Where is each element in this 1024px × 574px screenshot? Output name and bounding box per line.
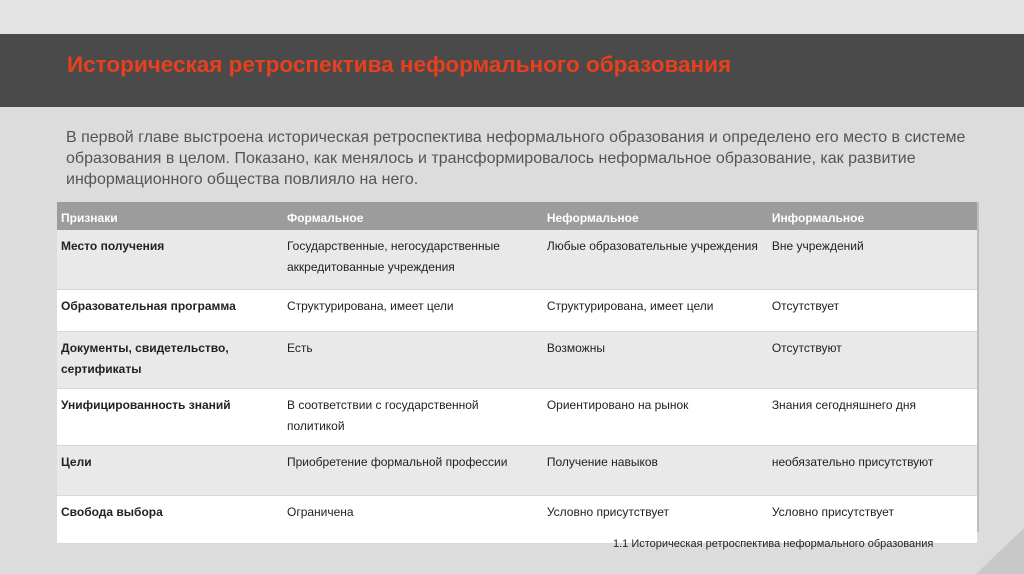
table-cell: Отсутствуют xyxy=(768,331,977,388)
table-row xyxy=(57,445,977,495)
table-row xyxy=(57,495,977,543)
comparison-table xyxy=(57,202,977,544)
row-label: Свобода выбора xyxy=(57,495,283,543)
intro-paragraph: В первой главе выстроена историческая ретроспектива неформального образования и определено его место в системе образования в целом. Показано, как менялось и трансформировалось неформальное образование, как развитие информационного общества повлияло на него. xyxy=(66,129,966,188)
table-header-row xyxy=(57,202,977,230)
row-label: Документы, свидетельство, сертификаты xyxy=(57,331,283,388)
table-cell: Знания сегодняшнего дня xyxy=(768,388,977,445)
row-label: Цели xyxy=(57,445,283,495)
header-cell: Признаки xyxy=(61,211,118,225)
row-label: Унифицированность знаний xyxy=(57,388,283,445)
table-row xyxy=(57,289,977,331)
table-cell: Есть xyxy=(283,331,543,388)
header-cell: Неформальное xyxy=(546,211,639,225)
table-cell: Государственные, негосударственные аккредитованные учреждения xyxy=(283,230,543,289)
table-row xyxy=(57,331,977,388)
table-cell: Отсутствует xyxy=(768,289,977,331)
header-cell: Формальное xyxy=(286,211,364,225)
slide-footer: 1.1 Историческая ретроспектива неформального образования xyxy=(613,538,934,550)
row-label: Образовательная программа xyxy=(57,289,283,331)
table-cell: Получение навыков xyxy=(543,445,768,495)
top-band xyxy=(0,0,1024,34)
table-cell: Структурирована, имеет цели xyxy=(543,289,768,331)
table-cell: Условно присутствует xyxy=(768,495,977,543)
table-cell: Любые образовательные учреждения xyxy=(543,230,768,289)
table-row xyxy=(57,388,977,445)
table-cell: Вне учреждений xyxy=(768,230,977,289)
slide-title: Историческая ретроспектива неформального образования xyxy=(67,52,732,77)
page-corner-decoration xyxy=(976,528,1024,574)
table-cell: Приобретение формальной профессии xyxy=(283,445,543,495)
table-cell: необязательно присутствуют xyxy=(768,445,977,495)
table-cell: Структурирована, имеет цели xyxy=(283,289,543,331)
table-cell: В соответствии с государственной политикой xyxy=(283,388,543,445)
title-bar xyxy=(0,34,1024,107)
table-cell: Возможны xyxy=(543,331,768,388)
table-cell: Ориентировано на рынок xyxy=(543,388,768,445)
row-label: Место получения xyxy=(57,230,283,289)
table-cell: Условно присутствует xyxy=(543,495,768,543)
header-cell: Информальное xyxy=(771,211,865,225)
table-row xyxy=(57,230,977,289)
table-cell: Ограничена xyxy=(283,495,543,543)
